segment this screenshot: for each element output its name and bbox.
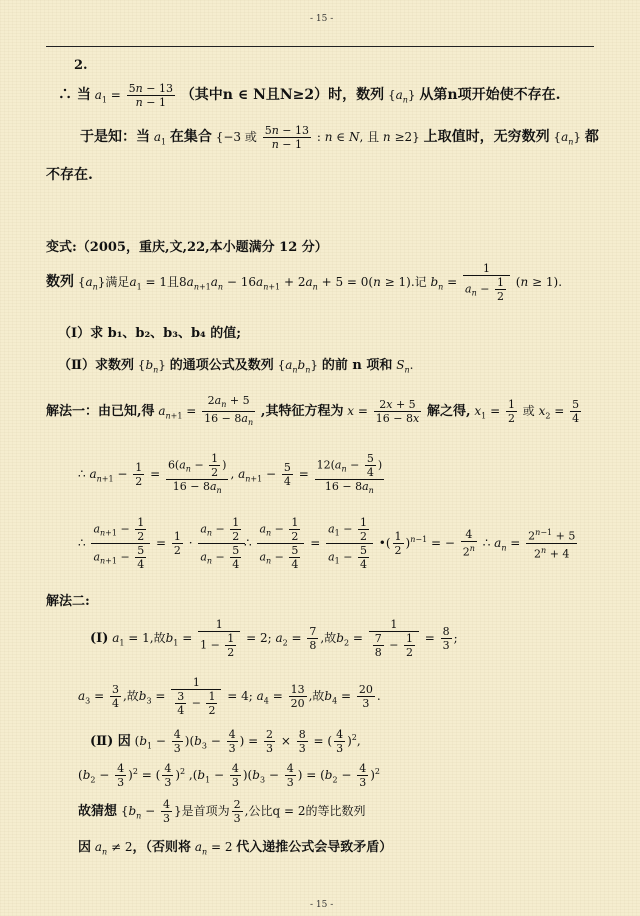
formula-line-4: ∴ $a_{n+1}$ − $\frac{1}{2}$ $a_{n+1}$ − $\frac{5}{4}$ = $\frac{1}{2}$ · $a_n$ − $\frac{1}{2}$ $a_n$ − $\frac{5}{4}$ xyxy=(78,516,247,571)
guess-tail: ,公比q = 2的等比数列 xyxy=(244,804,366,818)
final-end: 代入递推公式会导致矛盾） xyxy=(236,840,393,855)
q2-lead: （Ⅱ）求数列 xyxy=(58,358,134,373)
nonexist-text: 从第n项开始使不存在. xyxy=(419,87,561,103)
part1-label: (Ⅰ) xyxy=(90,631,109,646)
q2-mid: 的通项公式及数列 xyxy=(169,358,274,373)
problem-line xyxy=(46,262,562,303)
q2-tail: 的前 n 项和 xyxy=(321,358,393,373)
sol1-tail: 解之得, xyxy=(427,404,471,420)
formula-recurrence: $a_1 = 1$且$8a_{n+1}a_n - 16a_{n+1} + 2a_n + 5 = 0(n \ge 1)$.记 $b_n$ = 1 $a_n$ − $\frac{1}{2}$ (n ≥ 1). xyxy=(129,262,563,303)
formula-anbn: $\{a_nb_n\}$ xyxy=(277,358,319,375)
formula-roots: $x_1$ = $\frac{1}{2}$ 或 $x_2$ = $\frac{5}{4}$ xyxy=(474,398,580,426)
footer-page-number: - 15 - xyxy=(310,900,334,910)
sol1-mid: ,其特征方程为 xyxy=(260,404,344,420)
conclusion-mid: 在集合 xyxy=(169,129,212,145)
sol1-lead: 解法一：由已知,得 xyxy=(46,404,155,420)
question-2 xyxy=(58,354,413,374)
formula-sn: $S_n$. xyxy=(396,358,414,375)
problem-text: 满足 xyxy=(105,275,130,289)
conclusion-lead: 于是知：当 xyxy=(80,129,150,145)
guess-line: 故猜想 {$b_n$ − $\frac{4}{3}$ }是首项为 $\frac{2}{3}$ ,公比q = 2的等比数列 xyxy=(78,798,366,825)
part1-line: (Ⅰ) $a_1 = 1$,故$b_1$ = 1 1 − $\frac{1}{2}$ = 2; $a_2$ = $\frac{7}{8}$ ,故$b_2$ = 1 $\frac{7}{8}$ − $\frac{1}{2}$ = $\frac{8}{3}$ ; xyxy=(90,618,458,659)
therefore-text: ∴ 当 xyxy=(58,87,91,103)
conclusion-line xyxy=(80,124,599,151)
condition-set: n ∈ N且N≥2）时，数列 xyxy=(222,87,385,103)
final-tail: ，（否则将 xyxy=(132,840,191,855)
formula-char: x = $\frac{2x + 5}{16 - 8x}$ xyxy=(347,398,420,426)
formula-set: {−3 或 $\frac{5n - 13}{n - 1}$ : n ∈ N, 且 n ≥2} xyxy=(215,124,420,151)
variant-title: 变式:（2005，重庆,文,22,本小题满分 12 分） xyxy=(46,240,328,255)
question-1: （Ⅰ）求 b₁、b₂、b₃、b₄ 的值; xyxy=(58,326,242,341)
formula-an-set: $\{a_n\}$ xyxy=(387,88,416,105)
nonexist-line: 不存在. xyxy=(46,167,93,183)
header-page-number: - 15 - xyxy=(310,14,334,24)
guess-mid: 是首项为 xyxy=(181,804,230,818)
header-rule xyxy=(46,46,594,47)
formula-an1: $a_{n+1}$ = $\frac{2a_n + 5}{16 - 8a_n}$ xyxy=(158,394,254,428)
formula-line-3: ∴ $a_{n+1}$ − $\frac{1}{2}$ = $6(a_n$ − $\frac{1}{2}$ ) $16 - 8a_n$ , $a_{n+1}$ − $\frac{5}{4}$ = $12(a_n$ − $\frac{5}{4}$ ) $16 - 8a_n$ xyxy=(78,452,383,496)
formula-an-problem: $\{a_n\}$ xyxy=(77,275,106,292)
problem-lead: 数列 xyxy=(46,274,74,290)
part2-line: (Ⅱ) 因 ($b_1$ − $\frac{4}{3}$ )($b_3$ − $\frac{4}{3}$ ) = $\frac{2}{3}$ × $\frac{8}{3}$ = ( $\frac{4}{3}$ )$^2$, xyxy=(90,728,361,755)
part2-line-2: ($b_2$ − $\frac{4}{3}$ )$^2$ = ( $\frac{4}{3}$ )$^2$ $,(b_1$ − $\frac{4}{3}$ )($b_3$ − $\frac{4}{3}$ ) = ($b_2$ − $\frac{4}{3}$ )$^2$ xyxy=(78,762,381,789)
guess-lead: 故猜想 xyxy=(78,804,118,819)
solution-2-title: 解法二: xyxy=(46,594,90,609)
part2-label: (Ⅱ) 因 xyxy=(90,734,131,749)
conclusion-tail: 上取值时，无穷数列 xyxy=(423,129,550,145)
therefore-line xyxy=(58,82,560,109)
final-lead: 因 xyxy=(78,840,92,855)
part1-line-2: $a_3$ = $\frac{3}{4}$ ,故$b_3$ = 1 $\frac{3}{4}$ − $\frac{1}{2}$ = 4; $a_4$ = $\frac{13}{20}$ ,故$b_4$ = $\frac{20}{3}$ . xyxy=(78,676,381,717)
formula-line-5: ∴ $a_n$ − $\frac{1}{2}$ $a_n$ − $\frac{5}{4}$ = $a_1$ − $\frac{1}{2}$ $a_1$ − $\frac{5}{4}$ •( $\frac{1}{2}$ )$^{n-1}$ = − $\frac{4}{2^n}$ ∴ $a_n$ = $\frac{2^{n-1} + 5}{2^n + 4}$ xyxy=(244,516,576,571)
formula-a1-b: $a_1$ xyxy=(153,130,167,147)
condition-text: （其中 xyxy=(180,87,223,103)
formula-a1: $a_1$ = $\frac{5n - 13}{n - 1}$ xyxy=(94,82,173,109)
formula-an-set-b: $\{a_n\}$ xyxy=(553,130,582,147)
item-number: 2. xyxy=(74,58,88,73)
conclusion-end: 都 xyxy=(584,129,599,145)
final-line: 因 $a_n \ne 2$，（否则将 $a_n = 2$ 代入递推公式会导致矛盾） xyxy=(78,840,393,857)
formula-bn: $\{b_n\}$ xyxy=(137,358,166,375)
solution-1-line xyxy=(46,394,583,429)
